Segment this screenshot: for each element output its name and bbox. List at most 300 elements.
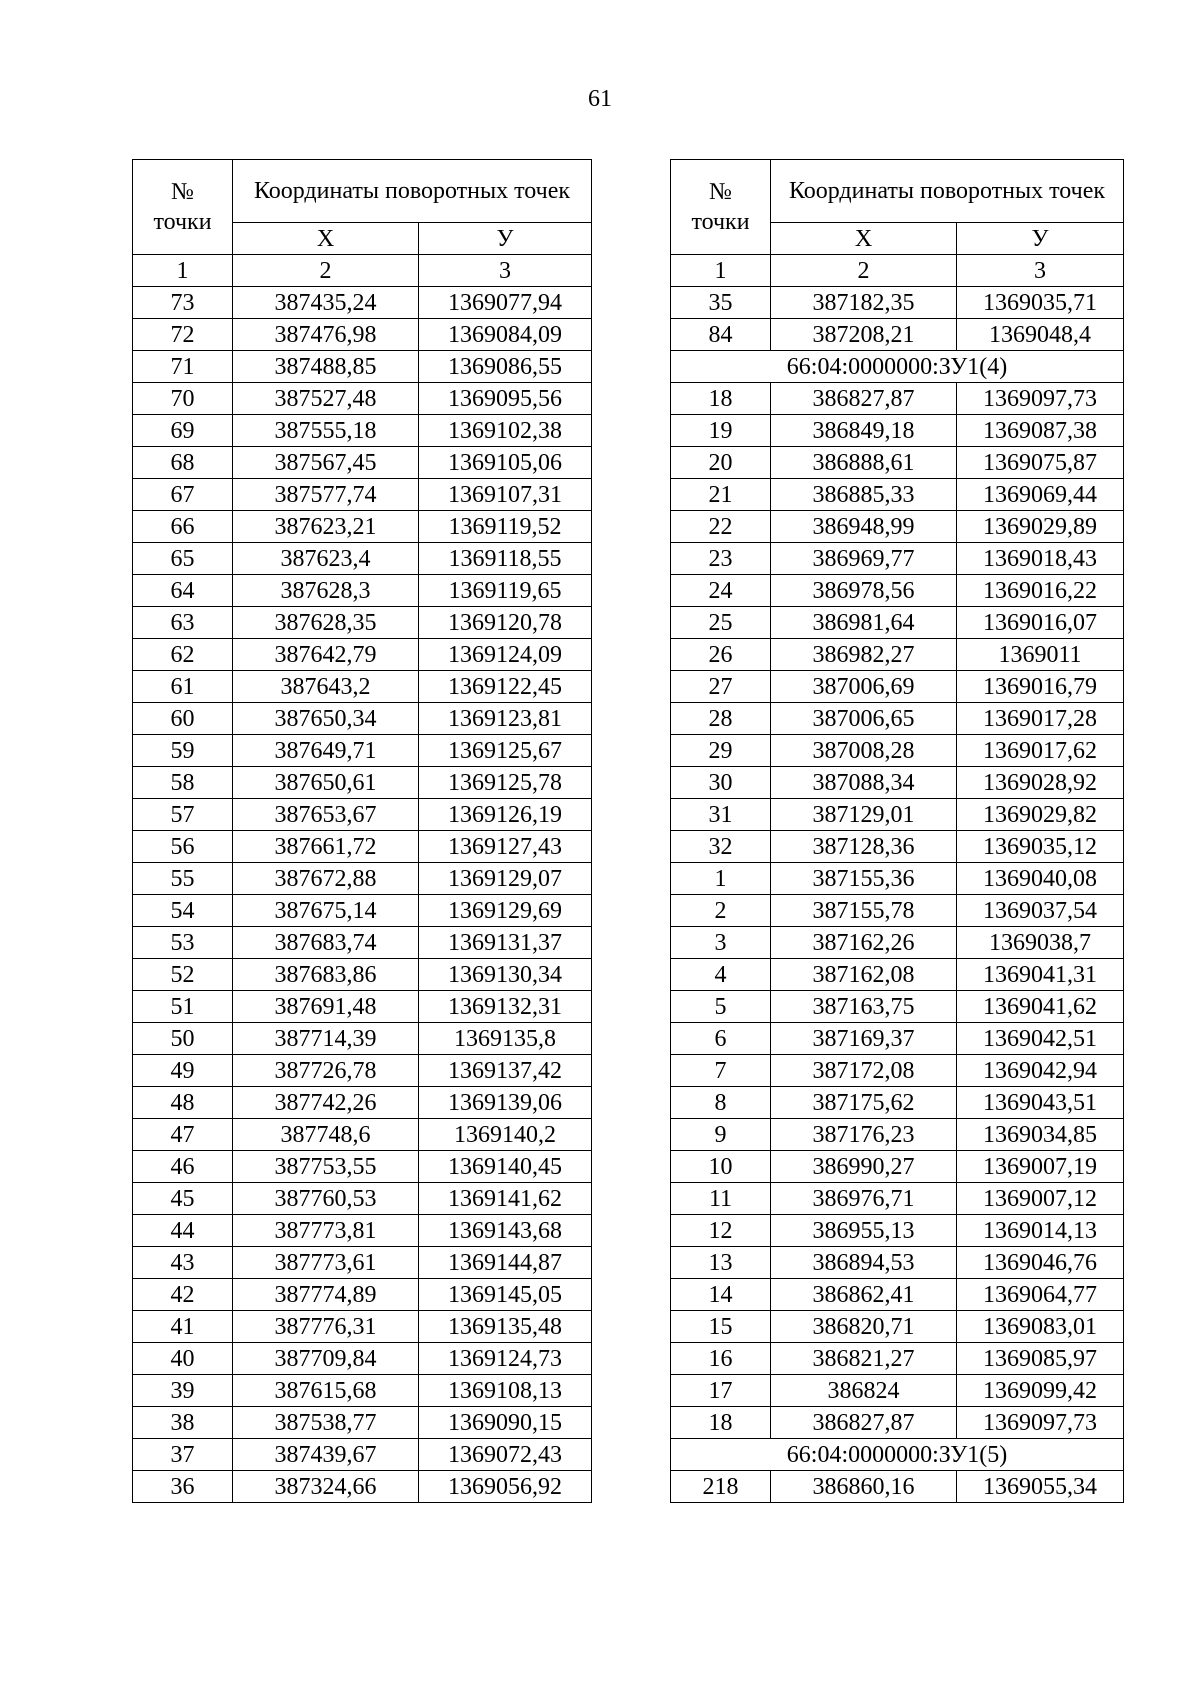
table-row (671, 447, 1124, 479)
x-coordinate-cell: 387176,23 (771, 1119, 957, 1151)
y-coordinate-cell: 1369097,73 (957, 383, 1124, 415)
table-row (671, 735, 1124, 767)
x-coordinate-cell: 386821,27 (771, 1343, 957, 1375)
y-coordinate-cell: 1369038,7 (957, 927, 1124, 959)
table-row (133, 1439, 592, 1471)
point-number-cell: 57 (133, 799, 233, 831)
table-row (133, 1055, 592, 1087)
x-coordinate-cell: 387774,89 (233, 1279, 419, 1311)
y-coordinate-cell: 1369017,62 (957, 735, 1124, 767)
table-row (671, 703, 1124, 735)
table-row (671, 895, 1124, 927)
x-coordinate-cell: 387006,69 (771, 671, 957, 703)
y-coordinate-cell: 1369129,07 (419, 863, 592, 895)
x-coordinate-cell: 387163,75 (771, 991, 957, 1023)
y-coordinate-cell: 1369016,07 (957, 607, 1124, 639)
y-coordinate-cell: 1369007,19 (957, 1151, 1124, 1183)
table-row (133, 383, 592, 415)
x-coordinate-cell: 387643,2 (233, 671, 419, 703)
y-coordinate-cell: 1369107,31 (419, 479, 592, 511)
x-coordinate-cell: 386976,71 (771, 1183, 957, 1215)
y-coordinate-cell: 1369083,01 (957, 1311, 1124, 1343)
x-coordinate-cell: 387773,61 (233, 1247, 419, 1279)
x-coordinate-cell: 387527,48 (233, 383, 419, 415)
point-number-cell: 13 (671, 1247, 771, 1279)
table-row (671, 767, 1124, 799)
y-coordinate-cell: 1369124,73 (419, 1343, 592, 1375)
table-row (133, 319, 592, 351)
x-coordinate-cell: 387129,01 (771, 799, 957, 831)
y-coordinate-cell: 1369085,97 (957, 1343, 1124, 1375)
table-row (133, 1215, 592, 1247)
table-row (671, 1247, 1124, 1279)
y-coordinate-cell: 1369014,13 (957, 1215, 1124, 1247)
y-coordinate-cell: 1369119,65 (419, 575, 592, 607)
x-coordinate-cell: 387128,36 (771, 831, 957, 863)
x-coordinate-cell: 386827,87 (771, 1407, 957, 1439)
y-coordinate-cell: 1369095,56 (419, 383, 592, 415)
point-number-cell: 27 (671, 671, 771, 703)
x-coordinate-cell: 387683,74 (233, 927, 419, 959)
y-coordinate-cell: 1369124,09 (419, 639, 592, 671)
table-row (671, 639, 1124, 671)
x-coordinate-cell: 387008,28 (771, 735, 957, 767)
table-row (671, 607, 1124, 639)
y-coordinate-cell: 1369105,06 (419, 447, 592, 479)
y-coordinate-cell: 1369037,54 (957, 895, 1124, 927)
point-number-cell: 42 (133, 1279, 233, 1311)
point-number-cell: 73 (133, 287, 233, 319)
point-number-cell: 68 (133, 447, 233, 479)
table-row (133, 415, 592, 447)
point-number-cell: 70 (133, 383, 233, 415)
table-row (671, 415, 1124, 447)
point-number-cell: 29 (671, 735, 771, 767)
x-coordinate-cell: 387709,84 (233, 1343, 419, 1375)
section-row (671, 1439, 1124, 1471)
y-coordinate-cell: 1369086,55 (419, 351, 592, 383)
y-coordinate-cell: 1369017,28 (957, 703, 1124, 735)
x-coordinate-cell: 387773,81 (233, 1215, 419, 1247)
x-coordinate-cell: 387628,3 (233, 575, 419, 607)
y-coordinate-cell: 1369055,34 (957, 1471, 1124, 1503)
point-number-cell: 46 (133, 1151, 233, 1183)
table-row (671, 671, 1124, 703)
table-row (671, 991, 1124, 1023)
y-coordinate-cell: 1369064,77 (957, 1279, 1124, 1311)
point-number-cell: 1 (671, 863, 771, 895)
header-coordinates: Координаты поворотных точек (233, 160, 592, 223)
point-number-cell: 44 (133, 1215, 233, 1247)
y-coordinate-cell: 1369102,38 (419, 415, 592, 447)
y-coordinate-cell: 1369028,92 (957, 767, 1124, 799)
x-coordinate-cell: 387155,78 (771, 895, 957, 927)
y-coordinate-cell: 1369123,81 (419, 703, 592, 735)
table-row (671, 1023, 1124, 1055)
point-number-cell: 31 (671, 799, 771, 831)
x-coordinate-cell: 387623,4 (233, 543, 419, 575)
y-coordinate-cell: 1369069,44 (957, 479, 1124, 511)
x-coordinate-cell: 387653,67 (233, 799, 419, 831)
x-coordinate-cell: 387742,26 (233, 1087, 419, 1119)
point-number-cell: 53 (133, 927, 233, 959)
x-coordinate-cell: 387623,21 (233, 511, 419, 543)
table-row (133, 991, 592, 1023)
y-coordinate-cell: 1369130,34 (419, 959, 592, 991)
y-coordinate-cell: 1369043,51 (957, 1087, 1124, 1119)
y-coordinate-cell: 1369042,51 (957, 1023, 1124, 1055)
table-row (671, 927, 1124, 959)
y-coordinate-cell: 1369139,06 (419, 1087, 592, 1119)
point-number-cell: 8 (671, 1087, 771, 1119)
y-coordinate-cell: 1369122,45 (419, 671, 592, 703)
table-row (671, 479, 1124, 511)
point-number-cell: 18 (671, 383, 771, 415)
table-row (671, 831, 1124, 863)
point-number-cell: 11 (671, 1183, 771, 1215)
x-coordinate-cell: 387748,6 (233, 1119, 419, 1151)
header-col-2: 2 (771, 255, 957, 287)
point-number-cell: 24 (671, 575, 771, 607)
x-coordinate-cell: 386849,18 (771, 415, 957, 447)
y-coordinate-cell: 1369099,42 (957, 1375, 1124, 1407)
y-coordinate-cell: 1369084,09 (419, 319, 592, 351)
point-number-cell: 66 (133, 511, 233, 543)
y-coordinate-cell: 1369097,73 (957, 1407, 1124, 1439)
table-row (133, 1119, 592, 1151)
point-number-cell: 10 (671, 1151, 771, 1183)
table-row (133, 703, 592, 735)
table-row (133, 799, 592, 831)
x-coordinate-cell: 386888,61 (771, 447, 957, 479)
y-coordinate-cell: 1369035,12 (957, 831, 1124, 863)
table-row (133, 543, 592, 575)
x-coordinate-cell: 387650,34 (233, 703, 419, 735)
x-coordinate-cell: 387162,26 (771, 927, 957, 959)
y-coordinate-cell: 1369143,68 (419, 1215, 592, 1247)
x-coordinate-cell: 387628,35 (233, 607, 419, 639)
table-row (133, 447, 592, 479)
y-coordinate-cell: 1369077,94 (419, 287, 592, 319)
x-coordinate-cell: 387567,45 (233, 447, 419, 479)
header-col-3: 3 (957, 255, 1124, 287)
point-number-cell: 22 (671, 511, 771, 543)
point-number-cell: 63 (133, 607, 233, 639)
y-coordinate-cell: 1369140,45 (419, 1151, 592, 1183)
header-num-sign: № (171, 179, 194, 205)
table-row (671, 1471, 1124, 1503)
y-coordinate-cell: 1369016,22 (957, 575, 1124, 607)
x-coordinate-cell: 387439,67 (233, 1439, 419, 1471)
table-row (671, 1119, 1124, 1151)
x-coordinate-cell: 386862,41 (771, 1279, 957, 1311)
table-row (671, 1183, 1124, 1215)
x-coordinate-cell: 387476,98 (233, 319, 419, 351)
point-number-cell: 52 (133, 959, 233, 991)
point-number-cell: 23 (671, 543, 771, 575)
parcel-section-label: 66:04:0000000:ЗУ1(4) (671, 351, 1124, 383)
point-number-cell: 45 (133, 1183, 233, 1215)
table-row (133, 479, 592, 511)
x-coordinate-cell: 387182,35 (771, 287, 957, 319)
table-row (133, 1375, 592, 1407)
point-number-cell: 84 (671, 319, 771, 351)
x-coordinate-cell: 387615,68 (233, 1375, 419, 1407)
point-number-cell: 36 (133, 1471, 233, 1503)
y-coordinate-cell: 1369135,48 (419, 1311, 592, 1343)
point-number-cell: 5 (671, 991, 771, 1023)
table-row (671, 1311, 1124, 1343)
table-row (671, 511, 1124, 543)
x-coordinate-cell: 387661,72 (233, 831, 419, 863)
y-coordinate-cell: 1369125,67 (419, 735, 592, 767)
point-number-cell: 19 (671, 415, 771, 447)
point-number-cell: 4 (671, 959, 771, 991)
table-row (133, 1471, 592, 1503)
coordinates-table-right (670, 159, 1124, 1503)
point-number-cell: 64 (133, 575, 233, 607)
x-coordinate-cell: 387577,74 (233, 479, 419, 511)
table-row (671, 1087, 1124, 1119)
y-coordinate-cell: 1369035,71 (957, 287, 1124, 319)
point-number-cell: 41 (133, 1311, 233, 1343)
header-x: Х (771, 223, 957, 255)
table-row (133, 575, 592, 607)
table-row (133, 735, 592, 767)
x-coordinate-cell: 387162,08 (771, 959, 957, 991)
coordinates-table-left (132, 159, 592, 1503)
y-coordinate-cell: 1369141,62 (419, 1183, 592, 1215)
y-coordinate-cell: 1369018,43 (957, 543, 1124, 575)
y-coordinate-cell: 1369041,31 (957, 959, 1124, 991)
point-number-cell: 14 (671, 1279, 771, 1311)
table-row (133, 831, 592, 863)
y-coordinate-cell: 1369048,4 (957, 319, 1124, 351)
y-coordinate-cell: 1369126,19 (419, 799, 592, 831)
table-row (133, 1087, 592, 1119)
point-number-cell: 69 (133, 415, 233, 447)
point-number-cell: 38 (133, 1407, 233, 1439)
header-coordinates: Координаты поворотных точек (771, 160, 1124, 223)
table-row (671, 1375, 1124, 1407)
x-coordinate-cell: 387172,08 (771, 1055, 957, 1087)
y-coordinate-cell: 1369145,05 (419, 1279, 592, 1311)
x-coordinate-cell: 386885,33 (771, 479, 957, 511)
point-number-cell: 39 (133, 1375, 233, 1407)
x-coordinate-cell: 387650,61 (233, 767, 419, 799)
table-row (671, 959, 1124, 991)
y-coordinate-cell: 1369108,13 (419, 1375, 592, 1407)
table-row (133, 1343, 592, 1375)
point-number-cell: 20 (671, 447, 771, 479)
x-coordinate-cell: 386820,71 (771, 1311, 957, 1343)
x-coordinate-cell: 387714,39 (233, 1023, 419, 1055)
y-coordinate-cell: 1369132,31 (419, 991, 592, 1023)
point-number-cell: 59 (133, 735, 233, 767)
x-coordinate-cell: 387538,77 (233, 1407, 419, 1439)
x-coordinate-cell: 387006,65 (771, 703, 957, 735)
y-coordinate-cell: 1369125,78 (419, 767, 592, 799)
point-number-cell: 32 (671, 831, 771, 863)
header-num-label: точки (153, 209, 212, 235)
y-coordinate-cell: 1369087,38 (957, 415, 1124, 447)
x-coordinate-cell: 387555,18 (233, 415, 419, 447)
y-coordinate-cell: 1369029,82 (957, 799, 1124, 831)
x-coordinate-cell: 386982,27 (771, 639, 957, 671)
point-number-cell: 7 (671, 1055, 771, 1087)
table-row (133, 639, 592, 671)
y-coordinate-cell: 1369140,2 (419, 1119, 592, 1151)
table-row (671, 799, 1124, 831)
x-coordinate-cell: 387675,14 (233, 895, 419, 927)
x-coordinate-cell: 387175,62 (771, 1087, 957, 1119)
header-point-number (671, 160, 771, 255)
y-coordinate-cell: 1369042,94 (957, 1055, 1124, 1087)
page-number: 61 (588, 86, 612, 112)
point-number-cell: 72 (133, 319, 233, 351)
table-row (133, 1407, 592, 1439)
x-coordinate-cell: 386827,87 (771, 383, 957, 415)
point-number-cell: 43 (133, 1247, 233, 1279)
x-coordinate-cell: 386990,27 (771, 1151, 957, 1183)
point-number-cell: 218 (671, 1471, 771, 1503)
x-coordinate-cell: 387169,37 (771, 1023, 957, 1055)
point-number-cell: 17 (671, 1375, 771, 1407)
point-number-cell: 49 (133, 1055, 233, 1087)
point-number-cell: 6 (671, 1023, 771, 1055)
x-coordinate-cell: 387776,31 (233, 1311, 419, 1343)
header-num-label: точки (691, 209, 750, 235)
point-number-cell: 9 (671, 1119, 771, 1151)
table-row (133, 863, 592, 895)
point-number-cell: 71 (133, 351, 233, 383)
parcel-section-label: 66:04:0000000:ЗУ1(5) (671, 1439, 1124, 1471)
point-number-cell: 26 (671, 639, 771, 671)
point-number-cell: 16 (671, 1343, 771, 1375)
header-col-2: 2 (233, 255, 419, 287)
table-row (133, 1247, 592, 1279)
x-coordinate-cell: 387672,88 (233, 863, 419, 895)
y-coordinate-cell: 1369075,87 (957, 447, 1124, 479)
point-number-cell: 40 (133, 1343, 233, 1375)
y-coordinate-cell: 1369034,85 (957, 1119, 1124, 1151)
header-y: У (419, 223, 592, 255)
table-row (133, 1151, 592, 1183)
y-coordinate-cell: 1369129,69 (419, 895, 592, 927)
table-row (133, 511, 592, 543)
y-coordinate-cell: 1369127,43 (419, 831, 592, 863)
table-row (671, 1407, 1124, 1439)
y-coordinate-cell: 1369041,62 (957, 991, 1124, 1023)
table-row (133, 1023, 592, 1055)
table-row (133, 959, 592, 991)
x-coordinate-cell: 387642,79 (233, 639, 419, 671)
x-coordinate-cell: 387760,53 (233, 1183, 419, 1215)
header-col-3: 3 (419, 255, 592, 287)
y-coordinate-cell: 1369119,52 (419, 511, 592, 543)
y-coordinate-cell: 1369016,79 (957, 671, 1124, 703)
point-number-cell: 2 (671, 895, 771, 927)
point-number-cell: 65 (133, 543, 233, 575)
point-number-cell: 30 (671, 767, 771, 799)
point-number-cell: 37 (133, 1439, 233, 1471)
y-coordinate-cell: 1369118,55 (419, 543, 592, 575)
x-coordinate-cell: 387324,66 (233, 1471, 419, 1503)
point-number-cell: 62 (133, 639, 233, 671)
header-point-number (133, 160, 233, 255)
header-x: Х (233, 223, 419, 255)
table-row (671, 383, 1124, 415)
y-coordinate-cell: 1369131,37 (419, 927, 592, 959)
point-number-cell: 54 (133, 895, 233, 927)
point-number-cell: 12 (671, 1215, 771, 1247)
y-coordinate-cell: 1369011 (957, 639, 1124, 671)
section-row (671, 351, 1124, 383)
x-coordinate-cell: 387683,86 (233, 959, 419, 991)
table-row (133, 607, 592, 639)
x-coordinate-cell: 387726,78 (233, 1055, 419, 1087)
point-number-cell: 67 (133, 479, 233, 511)
table-row (133, 927, 592, 959)
x-coordinate-cell: 387088,34 (771, 767, 957, 799)
point-number-cell: 51 (133, 991, 233, 1023)
point-number-cell: 60 (133, 703, 233, 735)
header-col-1: 1 (671, 255, 771, 287)
x-coordinate-cell: 386978,56 (771, 575, 957, 607)
point-number-cell: 15 (671, 1311, 771, 1343)
table-row (671, 319, 1124, 351)
table-row (133, 351, 592, 383)
table-row (133, 1311, 592, 1343)
header-y: У (957, 223, 1124, 255)
point-number-cell: 3 (671, 927, 771, 959)
y-coordinate-cell: 1369135,8 (419, 1023, 592, 1055)
x-coordinate-cell: 386969,77 (771, 543, 957, 575)
table-row (133, 287, 592, 319)
table-row (671, 543, 1124, 575)
point-number-cell: 56 (133, 831, 233, 863)
x-coordinate-cell: 387435,24 (233, 287, 419, 319)
x-coordinate-cell: 387649,71 (233, 735, 419, 767)
y-coordinate-cell: 1369046,76 (957, 1247, 1124, 1279)
x-coordinate-cell: 386948,99 (771, 511, 957, 543)
table-row (671, 287, 1124, 319)
table-row (133, 895, 592, 927)
x-coordinate-cell: 387208,21 (771, 319, 957, 351)
point-number-cell: 48 (133, 1087, 233, 1119)
y-coordinate-cell: 1369120,78 (419, 607, 592, 639)
y-coordinate-cell: 1369144,87 (419, 1247, 592, 1279)
y-coordinate-cell: 1369056,92 (419, 1471, 592, 1503)
header-col-1: 1 (133, 255, 233, 287)
table-row (671, 1343, 1124, 1375)
x-coordinate-cell: 387753,55 (233, 1151, 419, 1183)
point-number-cell: 21 (671, 479, 771, 511)
point-number-cell: 18 (671, 1407, 771, 1439)
table-row (671, 863, 1124, 895)
point-number-cell: 25 (671, 607, 771, 639)
header-num-sign: № (709, 179, 732, 205)
table-row (671, 1279, 1124, 1311)
y-coordinate-cell: 1369040,08 (957, 863, 1124, 895)
table-row (671, 1055, 1124, 1087)
point-number-cell: 28 (671, 703, 771, 735)
table-row (671, 1151, 1124, 1183)
table-row (133, 671, 592, 703)
x-coordinate-cell: 387155,36 (771, 863, 957, 895)
x-coordinate-cell: 386894,53 (771, 1247, 957, 1279)
y-coordinate-cell: 1369137,42 (419, 1055, 592, 1087)
